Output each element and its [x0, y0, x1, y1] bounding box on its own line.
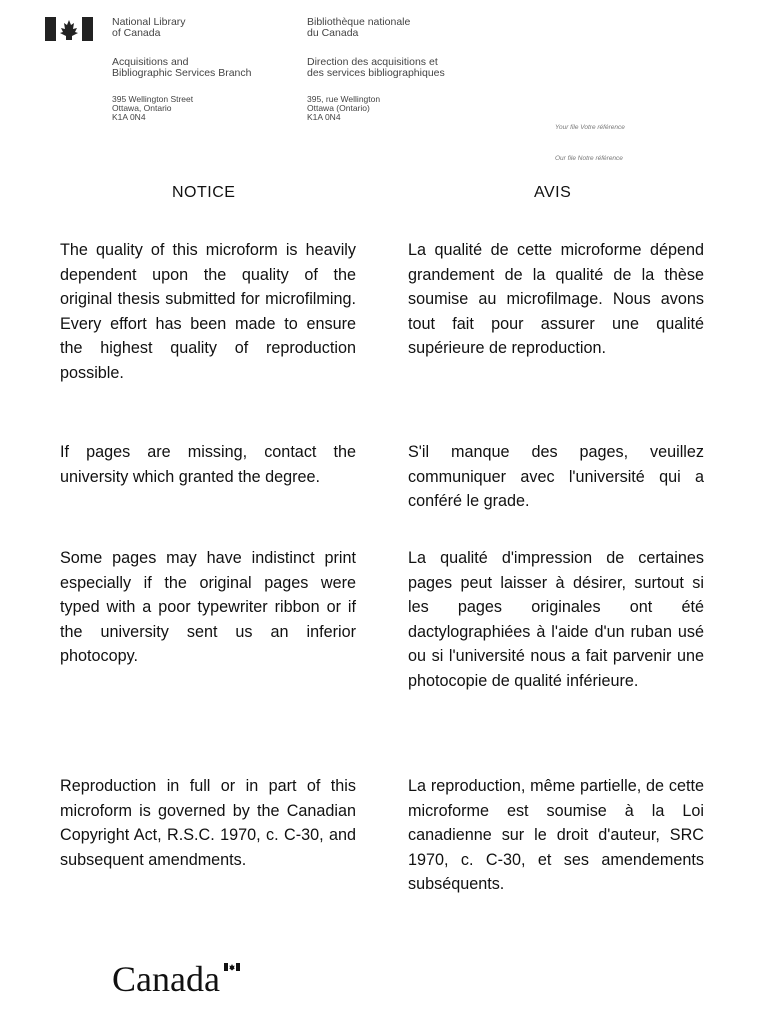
header-branch-en [112, 57, 251, 79]
branch-line: des services bibliographiques [307, 67, 445, 79]
address-line: K1A 0N4 [307, 112, 341, 122]
institution-line: du Canada [307, 27, 359, 39]
wordmark-flag-icon [224, 963, 240, 971]
canada-flag-icon [45, 17, 93, 41]
address-line: Ottawa, Ontario [112, 103, 172, 113]
canada-wordmark: Canada [112, 959, 220, 999]
address-line: 395, rue Wellington [307, 94, 381, 104]
avis-paragraph-copyright: La reproduction, même partielle, de cette microforme est soumise à la Loi canadienne sur le droit d'auteur, SRC 1970, c. C-30, et ses amendements subséquents. [408, 777, 704, 893]
institution-line: National Library [112, 16, 186, 28]
institution-line: Bibliothèque nationale [307, 16, 411, 28]
address-line: 395 Wellington Street [112, 94, 194, 104]
notice-heading: NOTICE [172, 184, 236, 201]
header-institution-fr [307, 17, 410, 39]
avis-paragraph-print-quality: La qualité d'impression de certaines pages peut laisser à désirer, surtout si les pages originales ont été dactylographiées à l'aide d'un ruban usé ou si l'université nous a fait parvenir une photocopie de qualité inférieure. [408, 549, 704, 690]
our-file-reference: Our file Notre référence [555, 155, 623, 162]
branch-line: Direction des acquisitions et [307, 56, 438, 68]
address-line: Ottawa (Ontario) [307, 103, 370, 113]
branch-line: Bibliographic Services Branch [112, 67, 252, 79]
avis-paragraph-quality: La qualité de cette microforme dépend grandement de la qualité de la thèse soumise au microfilmage. Nous avons tout fait pour assurer une qualité supérieure de reproduction. [408, 241, 704, 357]
institution-line: of Canada [112, 27, 161, 39]
your-file-reference: Your file Votre référence [555, 124, 625, 131]
avis-heading: AVIS [534, 184, 572, 201]
notice-paragraph-quality: The quality of this microform is heavily dependent upon the quality of the original thesis submitted for microfilming. Every effort has been made to ensure the highest quality of reproduction possible. [60, 241, 356, 382]
header-address-en [112, 95, 193, 122]
branch-line: Acquisitions and [112, 56, 189, 68]
address-line: K1A 0N4 [112, 112, 146, 122]
notice-paragraph-print-quality: Some pages may have indistinct print especially if the original pages were typed with a poor typewriter ribbon or if the university sent us an inferior photocopy. [60, 549, 356, 665]
header-branch-fr [307, 57, 445, 79]
notice-paragraph-copyright: Reproduction in full or in part of this microform is governed by the Canadian Copyright Act, R.S.C. 1970, c. C-30, and subsequent amendments. [60, 777, 356, 869]
avis-paragraph-missing-pages: S'il manque des pages, veuillez communiquer avec l'université qui a conféré le grade. [408, 443, 704, 510]
header-institution-en [112, 17, 186, 39]
header-address-fr [307, 95, 380, 122]
notice-paragraph-missing-pages: If pages are missing, contact the university which granted the degree. [60, 443, 356, 486]
